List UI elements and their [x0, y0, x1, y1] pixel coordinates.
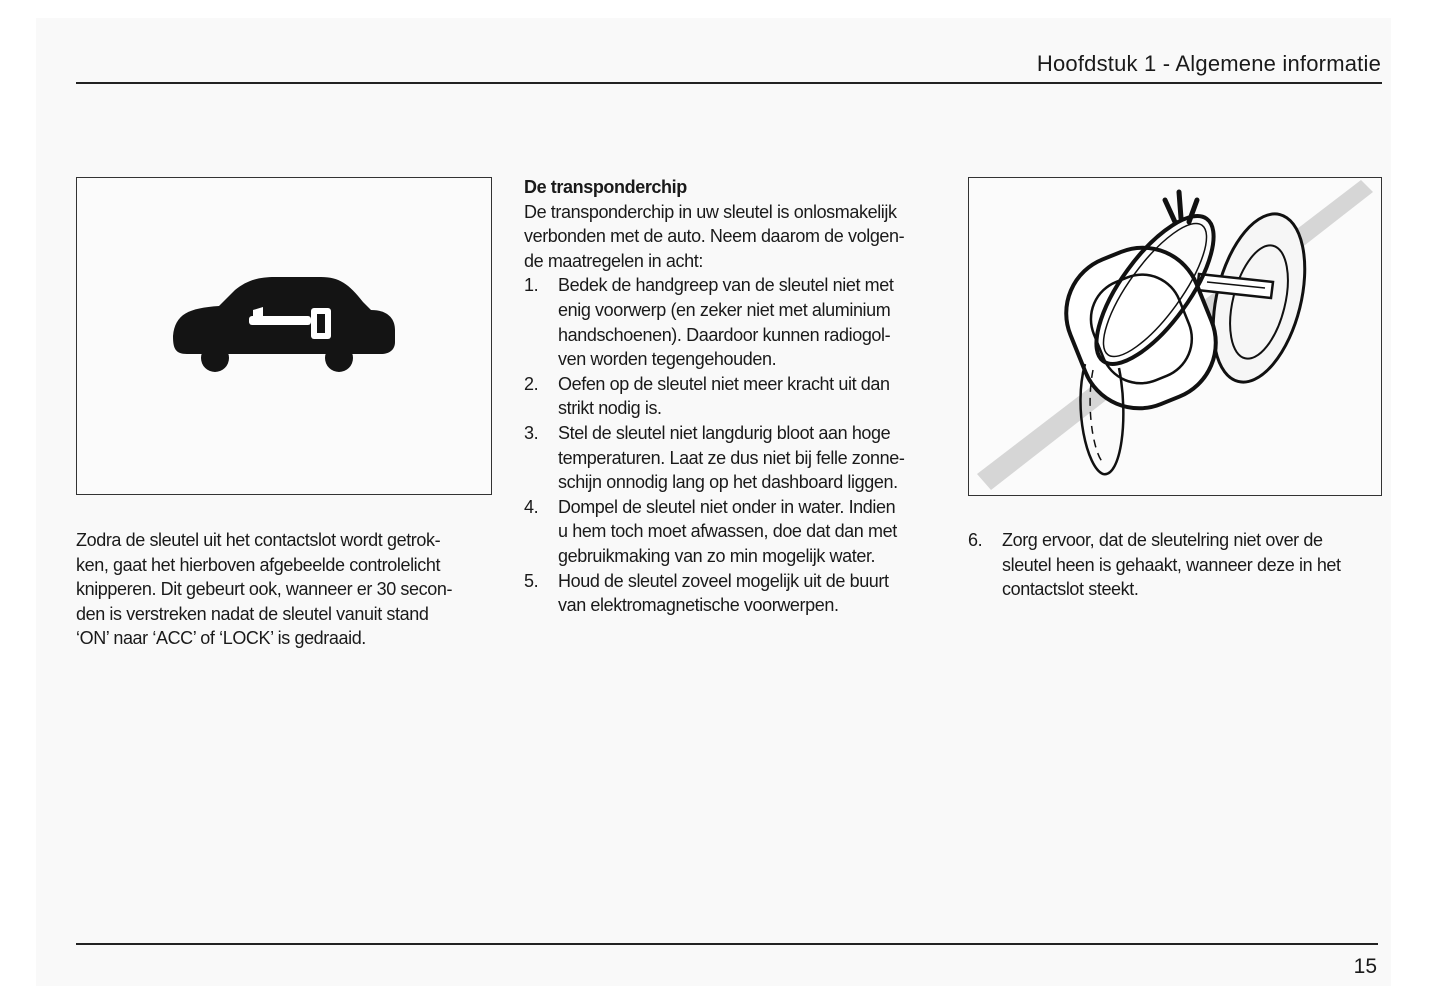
text-line: den is verstreken nadat de sleutel vanuit stand [76, 603, 429, 624]
intro-line: De transponderchip in uw sleutel is onlosmakelijk [524, 201, 897, 222]
chapter-title: Hoofdstuk 1 - Algemene informatie [1036, 51, 1381, 76]
left-column-text [76, 528, 496, 651]
intro-line: verbonden met de auto. Neem daarom de volgen- [524, 226, 905, 247]
text-line: gebruikmaking van zo min mogelijk water. [558, 545, 876, 566]
car-indicator-figure [76, 177, 492, 495]
right-column-text [968, 528, 1388, 602]
text-line: strikt nodig is. [558, 398, 662, 419]
footer-rule [76, 943, 1378, 945]
middle-column-text [524, 175, 944, 618]
list-item-number: 6. [968, 530, 983, 550]
list-item [524, 421, 944, 495]
text-line: u hem toch moet afwassen, doe dat dan met [558, 521, 897, 542]
list-item [524, 273, 944, 371]
list-item-number: 1. [524, 275, 539, 296]
key-in-ignition-icon [969, 178, 1380, 494]
text-line: Stel de sleutel niet langdurig bloot aan hoge [558, 422, 891, 443]
text-line: Zorg ervoor, dat de sleutelring niet over de [1002, 530, 1323, 550]
list-item [968, 528, 1388, 602]
key-ring-figure [968, 177, 1382, 496]
text-line: van elektromagnetische voorwerpen. [558, 595, 839, 616]
list-item-number: 4. [524, 496, 539, 517]
precautions-list [524, 273, 944, 617]
text-line: Zodra de sleutel uit het contactslot wordt getrok- [76, 530, 441, 550]
text-line: Oefen op de sleutel niet meer kracht uit dan [558, 373, 890, 394]
text-line: handschoenen). Daardoor kunnen radiogol- [558, 324, 891, 345]
text-line: ‘ON’ naar ‘ACC’ of ‘LOCK’ is gedraaid. [76, 628, 366, 649]
text-line: enig voorwerp (en zeker niet met aluminium [558, 299, 891, 320]
list-item [524, 372, 944, 421]
list-item-number: 5. [524, 570, 539, 591]
text-line: knipperen. Dit gebeurt ook, wanneer er 30 secon- [76, 579, 453, 600]
page-number: 15 [1353, 955, 1377, 978]
section-heading: De transponderchip [524, 177, 687, 197]
text-line: ken, gaat het hierboven afgebeelde controlelicht [76, 554, 441, 575]
intro-line: de maatregelen in acht: [524, 250, 703, 271]
precautions-list-continued [968, 528, 1388, 602]
text-line: contactslot steekt. [1002, 579, 1139, 600]
text-line: Houd de sleutel zoveel mogelijk uit de buurt [558, 570, 889, 591]
list-item [524, 569, 944, 618]
list-item [524, 495, 944, 569]
text-line: Dompel de sleutel niet onder in water. Indien [558, 496, 896, 517]
car-key-warning-icon [77, 178, 490, 493]
text-line: temperaturen. Laat ze dus niet bij felle zonne- [558, 447, 905, 468]
text-line: schijn onnodig lang op het dashboard liggen. [558, 472, 898, 493]
text-line: Bedek de handgreep van de sleutel niet met [558, 275, 894, 296]
list-item-number: 3. [524, 422, 539, 443]
text-line: sleutel heen is gehaakt, wanneer deze in het [1002, 554, 1341, 575]
text-line: ven worden tegengehouden. [558, 349, 777, 370]
list-item-number: 2. [524, 373, 539, 394]
header-rule [76, 82, 1382, 84]
